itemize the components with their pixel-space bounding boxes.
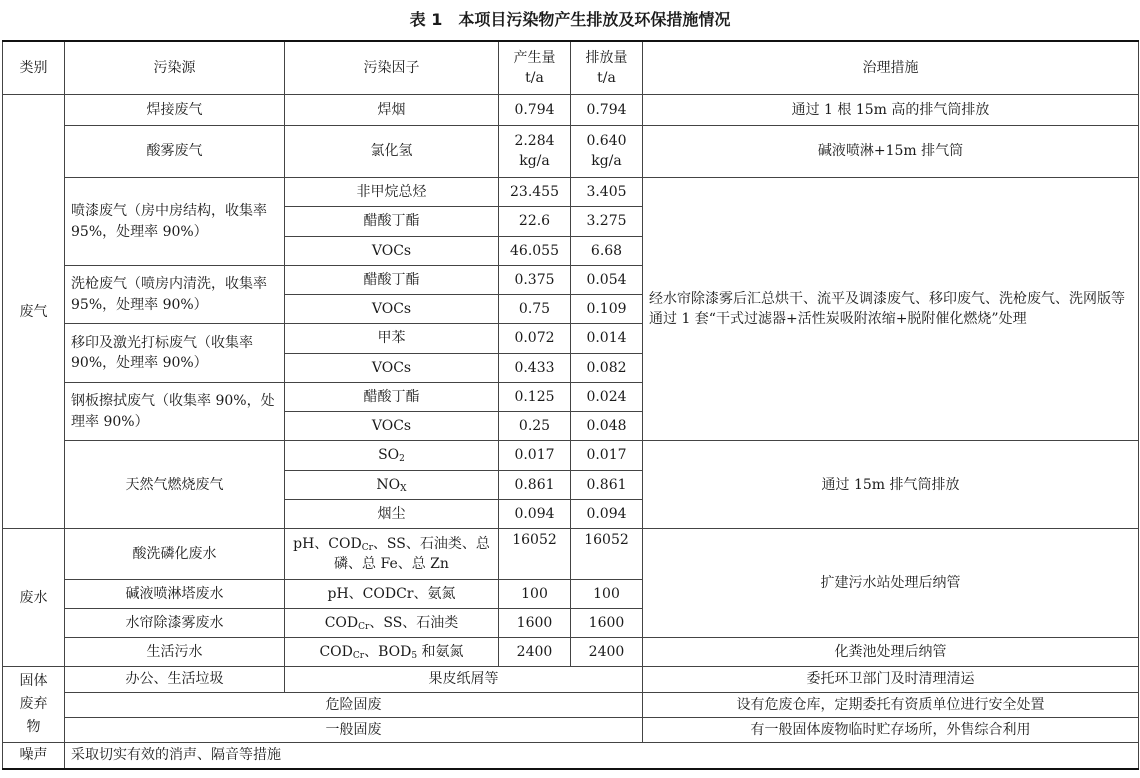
- produced-gun-wash-0: 0.375: [499, 265, 571, 294]
- emitted-acid-mist: [571, 125, 643, 177]
- factor-domestic-b: 、BOD: [364, 644, 412, 661]
- measure-voc: 经水帘除漆雾后汇总烘干、流平及调漆废气、移印废气、洗枪废气、洗网版等通过 1 套“干式过滤器+活性炭吸附浓缩+脱附催化燃烧”处理: [643, 178, 1139, 441]
- measure-welding: 通过 1 根 15m 高的排气筒排放: [643, 95, 1139, 125]
- factor-nox-sub: X: [400, 483, 407, 494]
- emitted-domestic: 2400: [571, 638, 643, 667]
- header-row: [3, 41, 1139, 95]
- source-gas-combustion: 天然气燃烧废气: [65, 441, 285, 529]
- measure-noise: 采取切实有效的消声、隔音等措施: [65, 743, 1139, 769]
- emitted-pickling: 16052: [571, 529, 643, 579]
- source-general: 一般固废: [65, 717, 643, 742]
- factor-so2: [285, 441, 499, 470]
- source-hazardous: 危险固废: [65, 692, 643, 717]
- produced-plate-wipe-1: 0.25: [499, 412, 571, 441]
- factor-curtain-b: 、SS、石油类: [369, 614, 459, 631]
- produced-alkali: 100: [499, 579, 571, 608]
- factor-office: 果皮纸屑等: [285, 667, 643, 692]
- factor-so2-sub: 2: [399, 454, 405, 465]
- produced-spray-0: 23.455: [499, 178, 571, 207]
- emitted-acid-mist-unit: kg/a: [591, 153, 622, 170]
- table-row: [3, 441, 1139, 470]
- table-row: [3, 717, 1139, 742]
- factor-curtain-sub: Cr: [358, 621, 370, 632]
- factor-curtain: [285, 608, 499, 637]
- category-waste-water: 废水: [3, 529, 65, 667]
- emitted-so2: 0.017: [571, 441, 643, 470]
- measure-acid-mist: 碱液喷淋+15m 排气筒: [643, 125, 1139, 177]
- source-welding: 焊接废气: [65, 95, 285, 125]
- table-title: 表 1 本项目污染物产生排放及环保措施情况: [409, 10, 731, 29]
- factor-pickling-b: 、SS、石油类、总磷、总 Fe、总 Zn: [334, 535, 490, 572]
- table-row: [3, 692, 1139, 717]
- emitted-dust: 0.094: [571, 499, 643, 528]
- measure-hazardous: 设有危废仓库，定期委托有资质单位进行安全处置: [643, 692, 1139, 717]
- header-produced-unit: t/a: [525, 70, 544, 87]
- factor-gun-wash-0: 醋酸丁酯: [285, 265, 499, 294]
- emitted-printing-1: 0.082: [571, 353, 643, 382]
- header-measure: 治理措施: [643, 41, 1139, 95]
- emitted-gun-wash-0: 0.054: [571, 265, 643, 294]
- factor-gun-wash-1: VOCs: [285, 295, 499, 324]
- source-office: 办公、生活垃圾: [65, 667, 285, 692]
- produced-acid-mist-value: 2.284: [514, 133, 555, 150]
- factor-pickling-sub: Cr: [361, 542, 373, 553]
- produced-domestic: 2400: [499, 638, 571, 667]
- factor-spray-2: VOCs: [285, 236, 499, 265]
- header-factor: 污染因子: [285, 41, 499, 95]
- factor-domestic-sub2: 5: [411, 651, 418, 662]
- source-acid-mist: 酸雾废气: [65, 125, 285, 177]
- produced-welding: 0.794: [499, 95, 571, 125]
- factor-welding: 焊烟: [285, 95, 499, 125]
- measure-gas-combustion: 通过 15m 排气筒排放: [643, 441, 1139, 529]
- emitted-curtain: 1600: [571, 608, 643, 637]
- factor-domestic-c: 和氨氮: [417, 644, 464, 661]
- factor-domestic-sub1: Cr: [352, 651, 365, 662]
- produced-curtain: 1600: [499, 608, 571, 637]
- emitted-spray-0: 3.405: [571, 178, 643, 207]
- table-row: [3, 743, 1139, 769]
- produced-pickling: 16052: [499, 529, 571, 579]
- measure-office: 委托环卫部门及时清理清运: [643, 667, 1139, 692]
- produced-printing-1: 0.433: [499, 353, 571, 382]
- produced-acid-mist-unit: kg/a: [519, 153, 550, 170]
- factor-domestic-a: COD: [319, 644, 353, 661]
- measure-domestic: 化粪池处理后纳管: [643, 638, 1139, 667]
- factor-curtain-a: COD: [324, 614, 359, 631]
- category-waste-gas: 废气: [3, 95, 65, 529]
- source-pickling: 酸洗磷化废水: [65, 529, 285, 579]
- factor-printing-1: VOCs: [285, 353, 499, 382]
- factor-pickling: [285, 529, 499, 579]
- factor-plate-wipe-0: 醋酸丁酯: [285, 382, 499, 411]
- produced-acid-mist: [499, 125, 571, 177]
- factor-nox: [285, 470, 499, 499]
- source-printing: 移印及激光打标废气（收集率 90%，处理率 90%）: [65, 324, 285, 383]
- emitted-nox: 0.861: [571, 470, 643, 499]
- emitted-welding: 0.794: [571, 95, 643, 125]
- table-row: [3, 178, 1139, 207]
- emitted-spray-1: 3.275: [571, 207, 643, 236]
- table-row: [3, 667, 1139, 692]
- source-spray: 喷漆废气（房中房结构，收集率 95%，处理率 90%）: [65, 178, 285, 266]
- header-produced: [499, 41, 571, 95]
- produced-gun-wash-1: 0.75: [499, 295, 571, 324]
- table-row: [3, 638, 1139, 667]
- emitted-plate-wipe-0: 0.024: [571, 382, 643, 411]
- header-emitted-unit: t/a: [597, 70, 616, 87]
- emitted-acid-mist-value: 0.640: [586, 133, 627, 150]
- factor-so2-main: SO: [378, 447, 400, 464]
- factor-dust: 烟尘: [285, 499, 499, 528]
- factor-acid-mist: 氯化氢: [285, 125, 499, 177]
- source-curtain: 水帘除漆雾废水: [65, 608, 285, 637]
- source-plate-wipe: 钢板擦拭废气（收集率 90%，处理率 90%）: [65, 382, 285, 441]
- factor-printing-0: 甲苯: [285, 324, 499, 353]
- source-gun-wash: 洗枪废气（喷房内清洗，收集率 95%，处理率 90%）: [65, 265, 285, 324]
- factor-domestic: [285, 638, 499, 667]
- produced-spray-1: 22.6: [499, 207, 571, 236]
- produced-dust: 0.094: [499, 499, 571, 528]
- produced-printing-0: 0.072: [499, 324, 571, 353]
- produced-spray-2: 46.055: [499, 236, 571, 265]
- header-emitted: [571, 41, 643, 95]
- emitted-spray-2: 6.68: [571, 236, 643, 265]
- table-row: [3, 125, 1139, 177]
- pollutant-table: [2, 40, 1139, 770]
- emitted-alkali: 100: [571, 579, 643, 608]
- produced-so2: 0.017: [499, 441, 571, 470]
- measure-industrial-water: 扩建污水站处理后纳管: [643, 529, 1139, 638]
- category-solid-l2: 废弃: [19, 696, 48, 713]
- produced-plate-wipe-0: 0.125: [499, 382, 571, 411]
- category-solid-l1: 固体: [19, 673, 48, 690]
- factor-spray-0: 非甲烷总烃: [285, 178, 499, 207]
- factor-plate-wipe-1: VOCs: [285, 412, 499, 441]
- emitted-gun-wash-1: 0.109: [571, 295, 643, 324]
- factor-pickling-a: pH、COD: [293, 535, 362, 552]
- header-category: 类别: [3, 41, 65, 95]
- header-produced-label: 产生量: [513, 49, 556, 66]
- category-noise: 噪声: [3, 743, 65, 769]
- category-solid-l3: 物: [26, 719, 41, 736]
- header-source: 污染源: [65, 41, 285, 95]
- header-emitted-label: 排放量: [585, 49, 628, 66]
- emitted-printing-0: 0.014: [571, 324, 643, 353]
- source-alkali: 碱液喷淋塔废水: [65, 579, 285, 608]
- measure-general: 有一般固体废物临时贮存场所，外售综合利用: [643, 717, 1139, 742]
- factor-spray-1: 醋酸丁酯: [285, 207, 499, 236]
- table-row: [3, 95, 1139, 125]
- produced-nox: 0.861: [499, 470, 571, 499]
- emitted-plate-wipe-1: 0.048: [571, 412, 643, 441]
- factor-alkali: pH、CODCr、氨氮: [285, 579, 499, 608]
- table-row: [3, 529, 1139, 579]
- category-solid-waste: [3, 667, 65, 743]
- source-domestic: 生活污水: [65, 638, 285, 667]
- factor-nox-main: NO: [376, 476, 401, 493]
